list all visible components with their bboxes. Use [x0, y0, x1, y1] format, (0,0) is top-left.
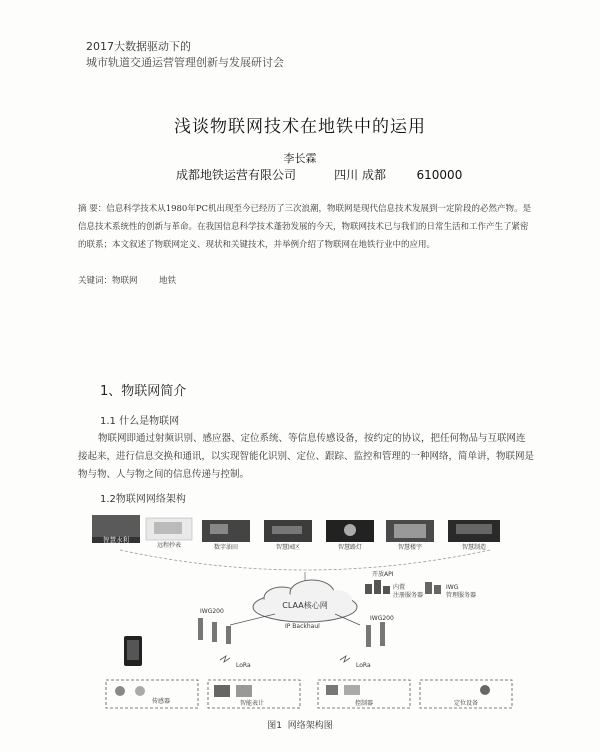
app-tile — [386, 520, 434, 551]
app-label: 数字油田 — [213, 544, 239, 551]
keyword: 物联网 — [112, 276, 138, 286]
app-tile — [92, 515, 140, 544]
conference-title-line1: 2017大数据驱动下的 — [86, 40, 191, 53]
server-icon — [365, 580, 390, 594]
app-tile — [448, 520, 500, 551]
keyword: 地铁 — [159, 276, 177, 286]
paper-author: 李长霖 — [283, 152, 317, 165]
network-architecture-figure — [90, 510, 520, 715]
api-label: 开放API — [372, 571, 394, 578]
gateway-label: IWG200 — [370, 615, 394, 622]
gateway-icon — [366, 622, 385, 647]
lora-label: LoRa — [356, 662, 371, 669]
cloud-label: CLAA核心网 — [282, 601, 328, 610]
app-link-arc — [120, 550, 490, 570]
backhaul-line — [230, 614, 275, 625]
figure-caption: 图1 网络架构图 — [267, 721, 333, 731]
device-group — [318, 680, 410, 708]
app-label: 智慧路灯 — [337, 544, 363, 551]
app-tile — [146, 518, 192, 549]
app-tiles — [92, 515, 500, 551]
device-group — [208, 680, 300, 708]
subsection-heading: 1.1 什么是物联网 — [100, 416, 180, 427]
gateway-icon — [198, 618, 231, 644]
phone-icon — [124, 636, 142, 666]
subsection-heading: 1.2物联网网络架构 — [100, 494, 186, 505]
iwg-label: IWG — [446, 584, 459, 591]
server-label: 内置 — [393, 584, 406, 591]
affiliation-zip: 610000 — [416, 168, 463, 182]
abstract-text: 信息科学技术从1980年PC机出现至今已经历了三次浪潮，物联网是现代信息技术发展到一定阶段的必然产物。是信息技术系统性的创新与革命。在我国信息科学技术蓬勃发展的今天，物联网技术已与我们的日常生活和工作产生了紧密的联系；本文叙述了物联网定义、现状和关键技术，并举例介绍了物联网在地铁行业中的应用。 — [78, 204, 532, 250]
lora-signal-icon — [220, 656, 230, 662]
app-tile — [202, 520, 250, 551]
app-tile — [326, 520, 374, 551]
lora-label: LoRa — [236, 662, 251, 669]
device-label: 定位设备 — [453, 700, 479, 707]
app-label: 智慧楼宇 — [397, 544, 423, 551]
gateway-label: IWG200 — [200, 608, 224, 615]
app-label: 智慧制造 — [461, 544, 487, 551]
affiliation-org: 成都地铁运营有限公司 — [176, 168, 297, 182]
iwg-label: 管理服务器 — [446, 592, 477, 599]
device-group — [420, 680, 512, 708]
server-label: 注册服务器 — [393, 592, 424, 599]
section-body: 物联网即通过射频识别、感应器、定位系统、等信息传感设备，按约定的协议，把任何物品与互联网连接起来，进行信息交换和通讯，以实现智能化识别、定位、跟踪、监控和管理的一种网络，简单讲，物联网是物与物、人与物之间的信息传递与控制。 — [78, 433, 535, 480]
conference-title-line2: 城市轨道交通运营管理创新与发展研讨会 — [86, 56, 284, 69]
paper-affiliation — [176, 166, 462, 183]
section-heading: 1、物联网简介 — [100, 384, 187, 399]
keywords-label: 关键词： — [78, 276, 113, 286]
app-label: 智慧水利 — [103, 536, 129, 544]
lora-signal-icon — [340, 656, 350, 662]
abstract — [78, 200, 533, 254]
paper-title: 浅谈物联网技术在地铁中的运用 — [174, 117, 426, 137]
affiliation-place: 四川 成都 — [334, 168, 386, 182]
app-label: 智慧园区 — [275, 544, 301, 551]
device-label: 智能表计 — [239, 700, 265, 707]
device-label: 传感器 — [152, 698, 171, 705]
device-group — [106, 680, 198, 708]
app-tile — [264, 520, 312, 551]
app-label: 远程抄表 — [156, 542, 182, 549]
abstract-label: 摘 要： — [78, 204, 107, 214]
server-icon — [425, 582, 441, 594]
keywords — [78, 274, 176, 286]
backhaul-label: IP Backhaul — [285, 623, 320, 630]
device-label: 控制器 — [354, 700, 374, 707]
